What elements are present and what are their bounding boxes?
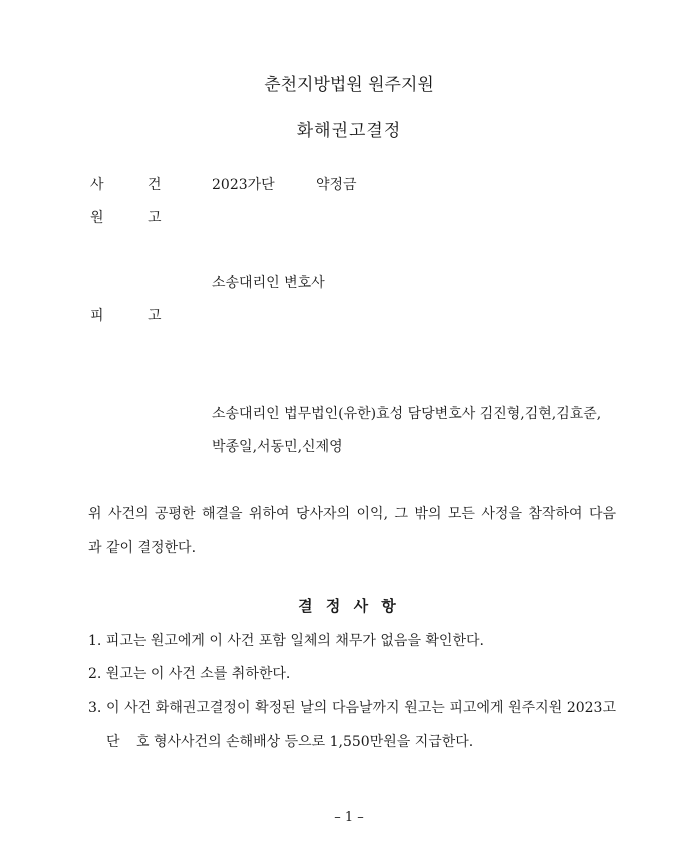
document-title: 화해권고결정 (296, 121, 402, 141)
court-name: 춘천지방법원 원주지원 (264, 75, 434, 95)
intro-line2: 과 같이 결정한다. (88, 540, 197, 556)
case-label-2: 건 (148, 177, 162, 193)
decision-item-3-line2-b: 호 형사사건의 손해배상 등으로 1,550만원을 지급한다. (136, 734, 474, 750)
page-number: – 1 – (334, 810, 364, 825)
decision-item-1: 1. 피고는 원고에게 이 사건 포함 일체의 채무가 없음을 확인한다. (88, 633, 484, 649)
defendant-label-1: 피 (90, 308, 104, 324)
plaintiff-label-2: 고 (148, 210, 162, 226)
case-name: 약정금 (316, 177, 357, 193)
plaintiff-label-1: 원 (90, 210, 104, 226)
decision-item-3-line2-a: 단 (106, 734, 120, 750)
decision-item-3-line1: 3. 이 사건 화해권고결정이 확정된 날의 다음날까지 원고는 피고에게 원주지원 2023고 (88, 700, 616, 716)
plaintiff-counsel: 소송대리인 변호사 (212, 275, 325, 291)
decision-item-2: 2. 원고는 이 사건 소를 취하한다. (88, 666, 291, 682)
defendant-label-2: 고 (148, 308, 162, 324)
decision-heading: 결 정 사 항 (298, 597, 400, 615)
intro-line1: 위 사건의 공평한 해결을 위하여 당사자의 이익, 그 밖의 모든 사정을 참작하여 다음 (88, 506, 616, 522)
defendant-counsel-line2: 박종일,서동민,신제영 (212, 439, 343, 455)
case-label-1: 사 (90, 177, 104, 193)
case-number: 2023가단 (212, 177, 275, 193)
defendant-counsel-line1: 소송대리인 법무법인(유한)효성 담당변호사 김진형,김현,김효준, (212, 406, 602, 422)
